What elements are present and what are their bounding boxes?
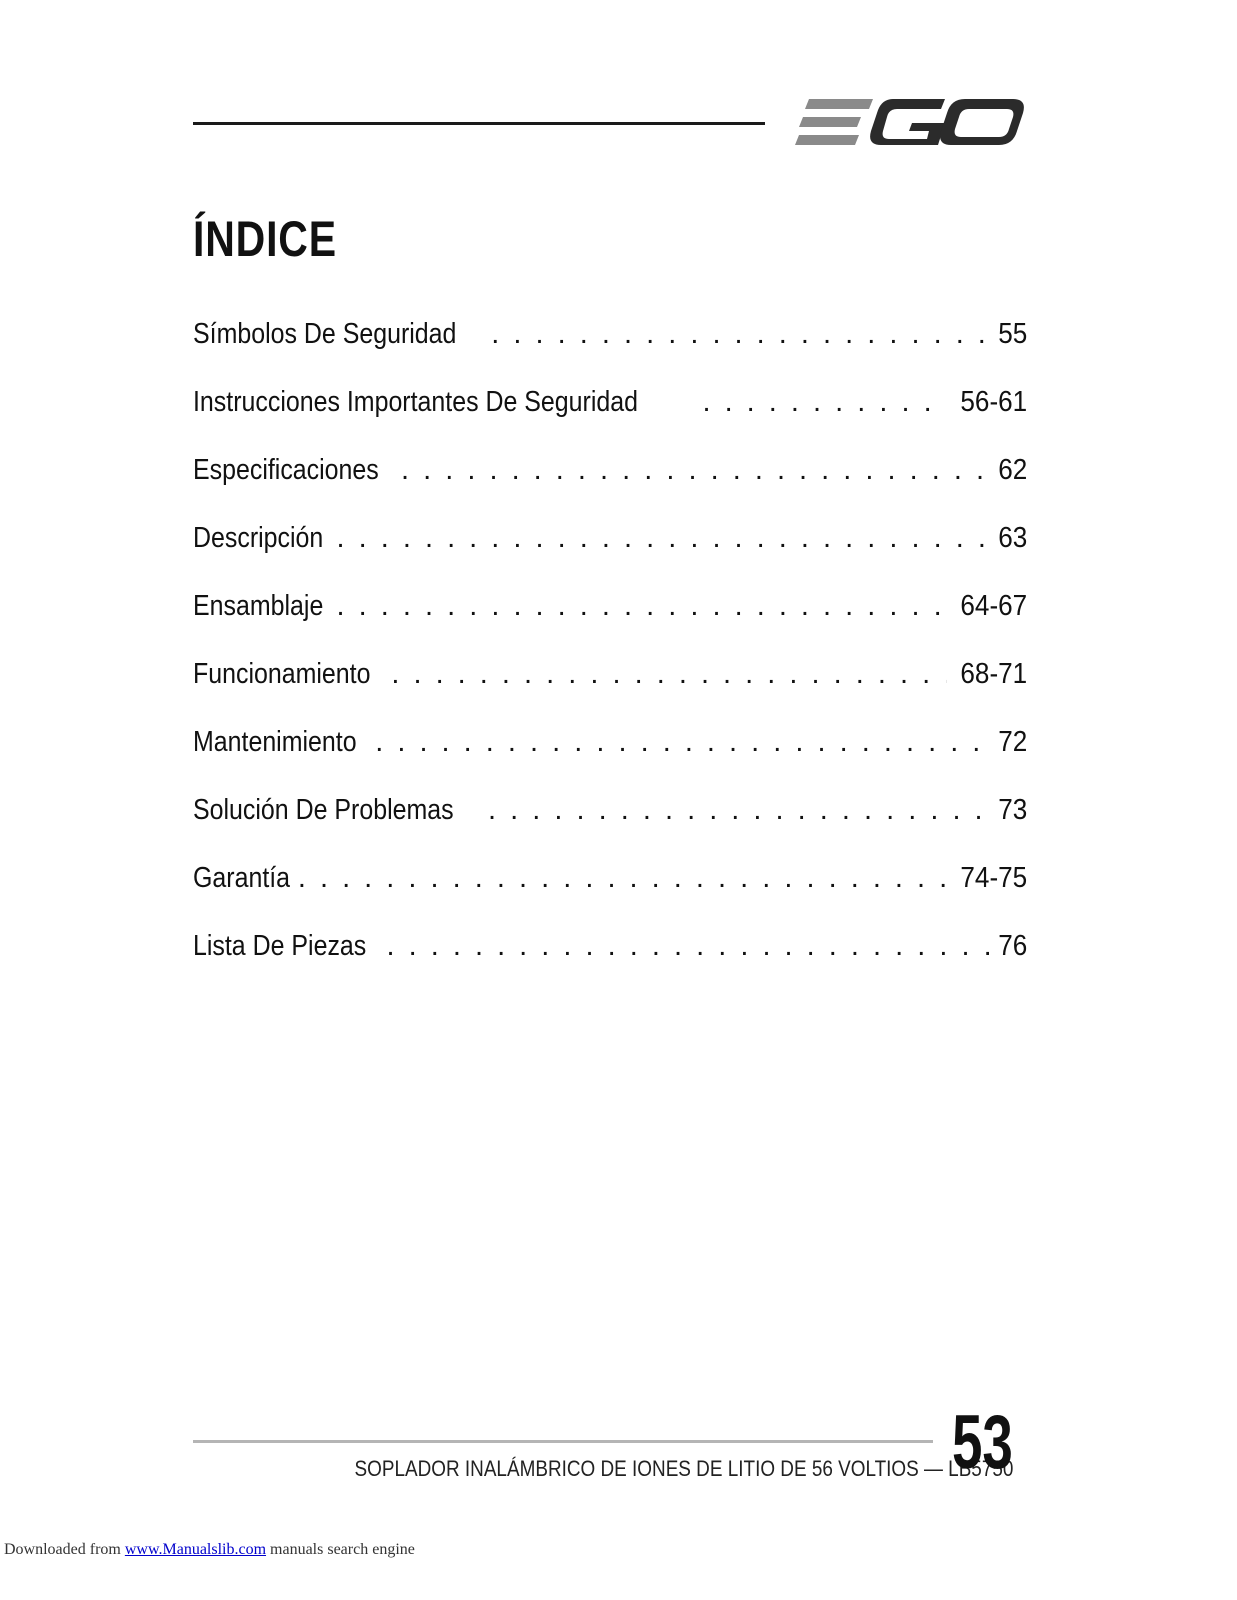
dot-leader: [337, 518, 989, 558]
page-title: ÍNDICE: [193, 211, 337, 267]
footer-rule: [193, 1440, 933, 1443]
toc-entry-page: 72: [997, 726, 1027, 758]
toc-entry[interactable]: [193, 722, 1027, 790]
dot-leader: [391, 654, 946, 694]
toc-entry-label: Descripción: [193, 522, 324, 554]
toc-entry[interactable]: [193, 518, 1027, 586]
download-note-suffix: manuals search engine: [266, 1541, 415, 1558]
toc-entry-label: Solución De Problemas: [193, 794, 454, 826]
toc-entry-page: 76: [997, 930, 1027, 962]
toc-entry[interactable]: [193, 450, 1027, 518]
download-note: [4, 1541, 415, 1559]
page-number: 53: [952, 1400, 1013, 1485]
toc-entry[interactable]: [193, 654, 1027, 722]
toc-entry[interactable]: [193, 314, 1027, 382]
toc-entry-page: 55: [997, 318, 1027, 350]
toc-entry[interactable]: [193, 790, 1027, 858]
toc-entry-page: 73: [997, 794, 1027, 826]
dot-leader: [401, 450, 989, 490]
header-rule: [193, 122, 765, 125]
dot-leader: [387, 926, 989, 966]
toc-entry-label: Mantenimiento: [193, 726, 357, 758]
table-of-contents: [193, 314, 1027, 994]
toc-entry[interactable]: [193, 926, 1027, 994]
toc-entry-label: Símbolos De Seguridad: [193, 318, 457, 350]
dot-leader: [702, 382, 946, 422]
toc-entry[interactable]: [193, 586, 1027, 654]
toc-entry-page: 64-67: [960, 590, 1027, 622]
dot-leader: [298, 858, 947, 898]
dot-leader: [491, 314, 988, 354]
toc-entry-label: Instrucciones Importantes De Seguridad: [193, 386, 639, 418]
toc-entry-label: Ensamblaje: [193, 590, 324, 622]
dot-leader: [375, 722, 989, 762]
download-note-prefix: Downloaded from: [4, 1541, 125, 1558]
toc-entry[interactable]: [193, 858, 1027, 926]
toc-entry-page: 56-61: [960, 386, 1027, 418]
toc-entry[interactable]: [193, 382, 1027, 450]
toc-entry-label: Funcionamiento: [193, 658, 371, 690]
dot-leader: [337, 586, 947, 626]
toc-entry-label: Especificaciones: [193, 454, 379, 486]
dot-leader: [488, 790, 989, 830]
toc-entry-page: 74-75: [960, 862, 1027, 894]
ego-logo: [795, 95, 1025, 151]
toc-entry-page: 63: [997, 522, 1027, 554]
footer-product-line: SOPLADOR INALÁMBRICO DE IONES DE LITIO DE 56 VOLTIOS — LB5750: [354, 1456, 1014, 1481]
manualslib-link[interactable]: www.Manualslib.com: [124, 1541, 267, 1558]
toc-entry-page: 62: [997, 454, 1027, 486]
toc-entry-label: Garantía: [193, 862, 291, 894]
toc-entry-label: Lista De Piezas: [193, 930, 367, 962]
toc-entry-page: 68-71: [960, 658, 1027, 690]
